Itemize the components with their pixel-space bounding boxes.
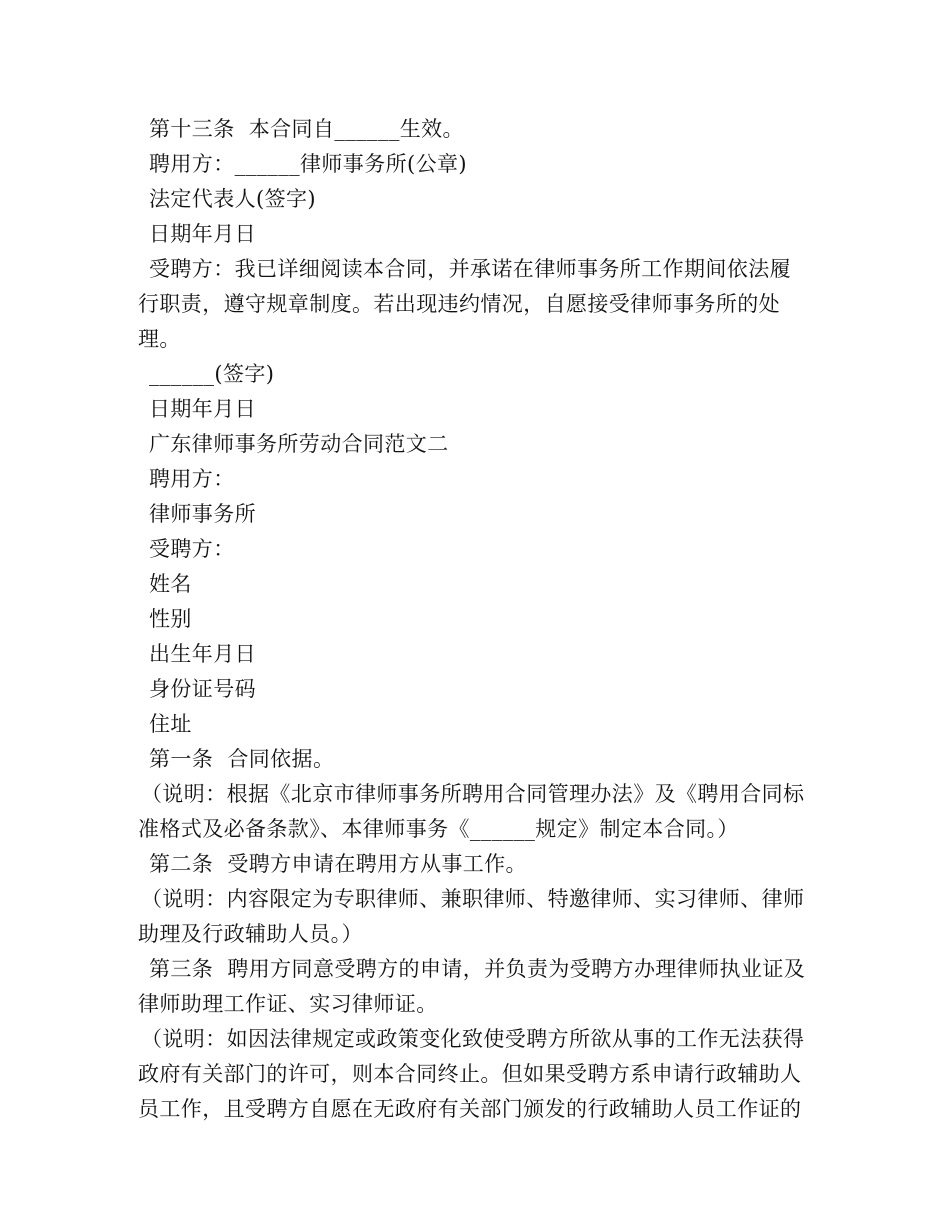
employee-label: 受聘方： — [149, 537, 235, 561]
article-3-note-continued-line: 员工作，且受聘方自愿在无政府有关部门颁发的行政辅助人员工作证的 — [138, 1097, 802, 1121]
name-field-label: 姓名 — [149, 572, 192, 596]
id-number-field-label: 身份证号码 — [149, 677, 256, 701]
article-1-note-continued-line: 准格式及必备条款》、本律师事务《______规定》制定本合同。） — [138, 817, 739, 841]
article-3-continued-line: 律师助理工作证、实习律师证。 — [138, 992, 438, 1016]
article-2-note-continued-line: 助理及行政辅助人员。） — [138, 922, 363, 946]
birthdate-field-label: 出生年月日 — [149, 642, 256, 666]
article-3-note-line: （说明：如因法律规定或政策变化致使受聘方所欲从事的工作无法获得 — [141, 1027, 805, 1051]
date-line: 日期年月日 — [149, 397, 256, 421]
article-1-note-line: （说明：根据《北京市律师事务所聘用合同管理办法》及《聘用合同标 — [141, 782, 805, 806]
gender-field-label: 性别 — [149, 607, 192, 631]
legal-representative-signature-line: 法定代表人(签字) — [149, 187, 316, 211]
employee-statement-line: 受聘方：我已详细阅读本合同，并承诺在律师事务所工作期间依法履 — [149, 257, 791, 281]
employee-statement-continued-line: 行职责，遵守规章制度。若出现违约情况，自愿接受律师事务所的处理。 — [138, 292, 780, 351]
employee-signature-line: ______(签字) — [149, 362, 275, 386]
law-firm-label: 律师事务所 — [149, 502, 256, 526]
document-body — [138, 112, 818, 1127]
article-2-line: 第二条 受聘方申请在聘用方从事工作。 — [149, 852, 527, 876]
article-3-line: 第三条 聘用方同意受聘方的申请，并负责为受聘方办理律师执业证及 — [149, 957, 806, 981]
employer-label: 聘用方： — [149, 467, 235, 491]
article-1-line: 第一条 合同依据。 — [149, 747, 335, 771]
date-line: 日期年月日 — [149, 222, 256, 246]
address-field-label: 住址 — [149, 712, 192, 736]
article-3-note-continued-line: 政府有关部门的许可，则本合同终止。但如果受聘方系申请行政辅助人 — [138, 1062, 802, 1086]
article-13-line: 第十三条 本合同自______生效。 — [149, 117, 464, 141]
employer-seal-line: 聘用方：______律师事务所(公章) — [149, 152, 467, 176]
article-2-note-line: （说明：内容限定为专职律师、兼职律师、特邀律师、实习律师、律师 — [141, 887, 805, 911]
section-heading: 广东律师事务所劳动合同范文二 — [149, 432, 449, 456]
